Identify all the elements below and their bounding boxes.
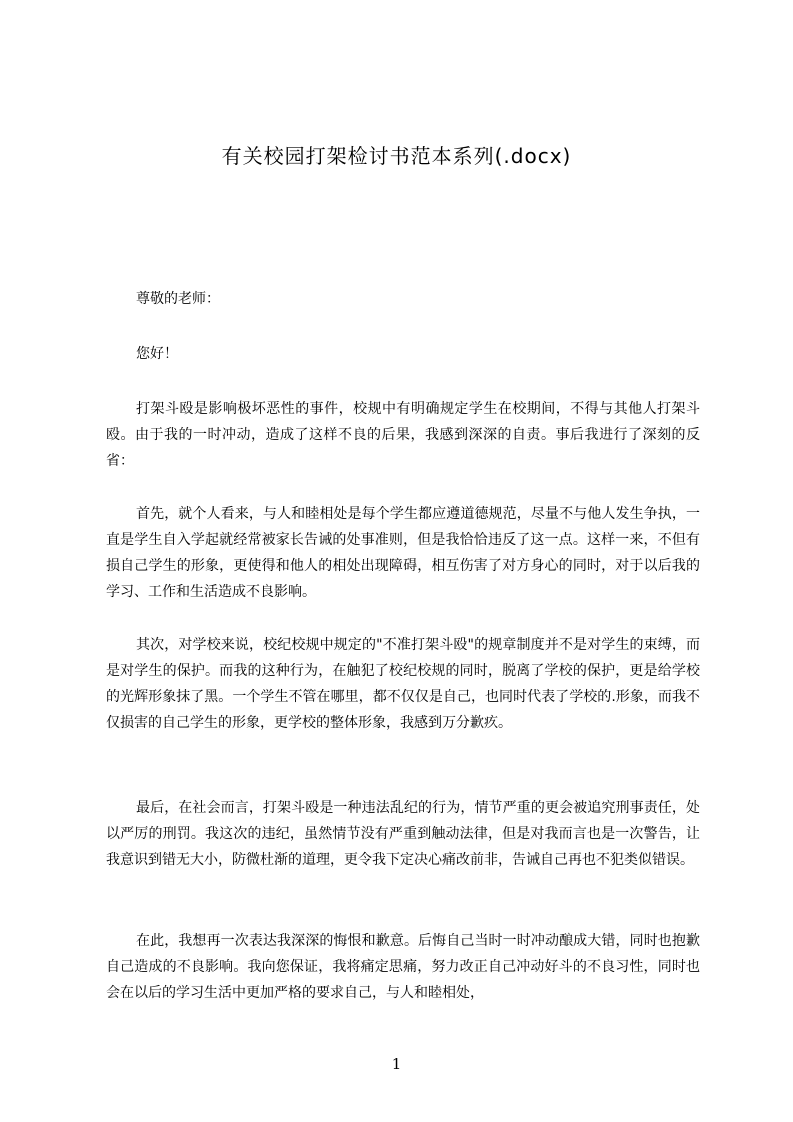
document-title: 有关校园打架检讨书范本系列(.docx)	[221, 144, 572, 168]
salutation: 尊敬的老师：	[136, 291, 220, 307]
page-number: 1	[391, 1055, 402, 1073]
paragraph-second-point: 其次，对学校来说，校纪校规中规定的"不准打架斗殴"的规章制度并不是对学生的束缚，而是对学生的保护。而我的这种行为，在触犯了校纪校规的同时，脱离了学校的保护，更是给学校的光辉形象抹了黑。一个学生不管在哪里，都不仅仅是自己，也同时代表了学校的.形象，而我不仅损害的自己学生的形象，更学校的整体形象，我感到万分歉疚。	[106, 637, 700, 731]
paragraph-intro: 打架斗殴是影响极坏恶性的事件，校规中有明确规定学生在校期间，不得与其他人打架斗殴。由于我的一时冲动，造成了这样不良的后果，我感到深深的自责。事后我进行了深刻的反省：	[106, 401, 700, 469]
paragraph-closing: 在此，我想再一次表达我深深的悔恨和歉意。后悔自己当时一时冲动酿成大错，同时也抱歉自己造成的不良影响。我向您保证，我将痛定思痛，努力改正自己冲动好斗的不良习性，同时也会在以后的学习生活中更加严格的要求自己，与人和睦相处，	[106, 933, 700, 1001]
greeting: 您好！	[136, 346, 178, 362]
paragraph-third-point: 最后，在社会而言，打架斗殴是一种违法乱纪的行为，情节严重的更会被追究刑事责任，处以严厉的刑罚。我这次的违纪，虽然情节没有严重到触动法律，但是对我而言也是一次警告，让我意识到错无大小，防微杜渐的道理，更令我下定决心痛改前非，告诫自己再也不犯类似错误。	[106, 800, 700, 868]
paragraph-first-point: 首先，就个人看来，与人和睦相处是每个学生都应遵道德规范，尽量不与他人发生争执，一直是学生自入学起就经常被家长告诫的处事准则，但是我恰恰违反了这一点。这样一来，不但有损自己学生的形象，更使得和他人的相处出现障碍，相互伤害了对方身心的同时，对于以后我的学习、工作和生活造成不良影响。	[106, 506, 700, 600]
